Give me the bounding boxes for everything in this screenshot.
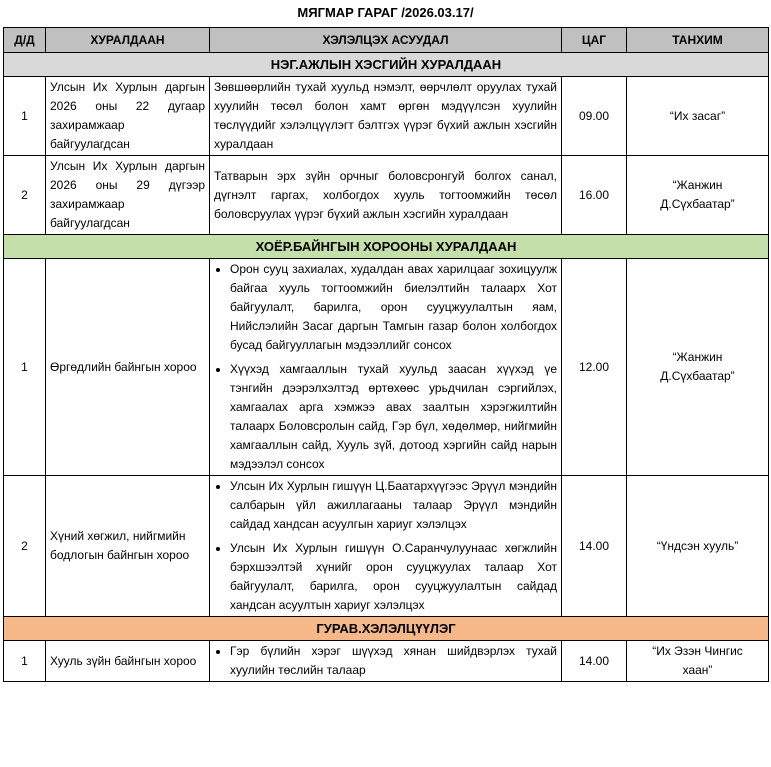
row-room: “Үндсэн хууль” bbox=[627, 476, 769, 617]
row-time: 12.00 bbox=[562, 259, 627, 476]
row-num: 2 bbox=[4, 476, 46, 617]
row-time: 14.00 bbox=[562, 641, 627, 682]
row-room: “Их Эзэн Чингис хаан” bbox=[627, 641, 769, 682]
header-meeting: ХУРАЛДААН bbox=[46, 28, 210, 53]
row-num: 1 bbox=[4, 641, 46, 682]
section-title: ХОЁР.БАЙНГЫН ХОРООНЫ ХУРАЛДААН bbox=[4, 235, 769, 259]
row-agenda bbox=[210, 476, 562, 617]
row-time: 16.00 bbox=[562, 156, 627, 235]
agenda-list bbox=[214, 260, 557, 474]
row-meeting: Улсын Их Хурлын даргын 2026 оны 29 дүгээр захирамжаар байгуулагдсан bbox=[46, 156, 210, 235]
row-time: 09.00 bbox=[562, 77, 627, 156]
section-title: ГУРАВ.ХЭЛЭЛЦҮҮЛЭГ bbox=[4, 617, 769, 641]
table-row bbox=[4, 156, 769, 235]
list-item: • Улсын Их Хурлын гишүүн О.Саранчулуунаас хөгжлийн бэрхшээлтэй хүнийг орон сууцжуулах талаар Хот байгуулалт, барилга, орон сууцжуулалтын сайдад хандсан асуултын хариуг хэлэлцэх bbox=[230, 539, 557, 615]
agenda-list bbox=[214, 477, 557, 615]
header-time: ЦАГ bbox=[562, 28, 627, 53]
header-num: Д/Д bbox=[4, 28, 46, 53]
table-row bbox=[4, 77, 769, 156]
row-meeting: Хүний хөгжил, нийгмийн бодлогын байнгын хороо bbox=[46, 476, 210, 617]
row-agenda bbox=[210, 259, 562, 476]
header-agenda: ХЭЛЭЛЦЭХ АСУУДАЛ bbox=[210, 28, 562, 53]
header-room: ТАНХИМ bbox=[627, 28, 769, 53]
list-item: • Орон сууц захиалах, худалдан авах харилцааг зохицуулж байгаа хууль тогтоомжийн биелэлтийн талаарх Хот байгуулалт, барилга, орон сууцжуулалтын яам, Нийслэлийн Засаг даргын Тамгын газар болон холбогдох бусад байгууллагын мэдээллийг сонсох bbox=[230, 260, 557, 355]
agenda-list bbox=[214, 642, 557, 680]
row-num: 2 bbox=[4, 156, 46, 235]
page-title: МЯГМАР ГАРАГ /2026.03.17/ bbox=[297, 5, 474, 20]
table-header-row bbox=[4, 28, 769, 53]
row-num: 1 bbox=[4, 259, 46, 476]
row-room: “Их засаг” bbox=[627, 77, 769, 156]
row-agenda bbox=[210, 641, 562, 682]
schedule-table bbox=[3, 27, 769, 682]
row-num: 1 bbox=[4, 77, 46, 156]
row-time: 14.00 bbox=[562, 476, 627, 617]
section-header bbox=[4, 53, 769, 77]
row-agenda: Татварын эрх зүйн орчныг боловсронгуй болгох санал, дүгнэлт гаргах, холбогдох хууль тогтоомжийн төсөл боловсруулах үүрэг бүхий ажлын хэсгийн хуралдаан bbox=[210, 156, 562, 235]
section-header bbox=[4, 235, 769, 259]
list-item: • Гэр бүлийн хэрэг шүүхэд хянан шийдвэрлэх тухай хуулийн төслийн талаар bbox=[230, 642, 557, 680]
section-title: НЭГ.АЖЛЫН ХЭСГИЙН ХУРАЛДААН bbox=[4, 53, 769, 77]
row-meeting: Улсын Их Хурлын даргын 2026 оны 22 дугаар захирамжаар байгуулагдсан bbox=[46, 77, 210, 156]
list-item: • Хүүхэд хамгааллын тухай хуульд заасан хүүхэд үе тэнгийн дээрэлхэлтэд өртөхөөс урьдчилан сэргийлэх, хамгаалах арга хэмжээ авах заалтын хэрэгжилтийн талаарх Боловсролын сайд, Гэр бүл, хөдөлмөр, нийгмийн хамгааллын сайд, Хууль зүй, дотоод хэргийн сайд нарын мэдээлэл сонсох bbox=[230, 360, 557, 474]
table-row bbox=[4, 641, 769, 682]
row-agenda: Зөвшөөрлийн тухай хуульд нэмэлт, өөрчлөлт оруулах тухай хуулийн төсөл болон хамт өргөн мэдүүлсэн хуулийн төслүүдийг хэлэлцүүлэгт бэлтгэх үүрэг бүхий ажлын хэсгийн хуралдаан bbox=[210, 77, 562, 156]
table-row bbox=[4, 259, 769, 476]
list-item: • Улсын Их Хурлын гишүүн Ц.Баатархүүгээс Эрүүл мэндийн салбарын үйл ажиллагааны талаар Эрүүл мэндийн сайдад хандсан асуулгын хариуг хэлэлцэх bbox=[230, 477, 557, 534]
row-room: “Жанжин Д.Сүхбаатар” bbox=[627, 156, 769, 235]
table-row bbox=[4, 476, 769, 617]
section-header bbox=[4, 617, 769, 641]
row-meeting: Хууль зүйн байнгын хороо bbox=[46, 641, 210, 682]
row-meeting: Өргөдлийн байнгын хороо bbox=[46, 259, 210, 476]
row-room: “Жанжин Д.Сүхбаатар” bbox=[627, 259, 769, 476]
